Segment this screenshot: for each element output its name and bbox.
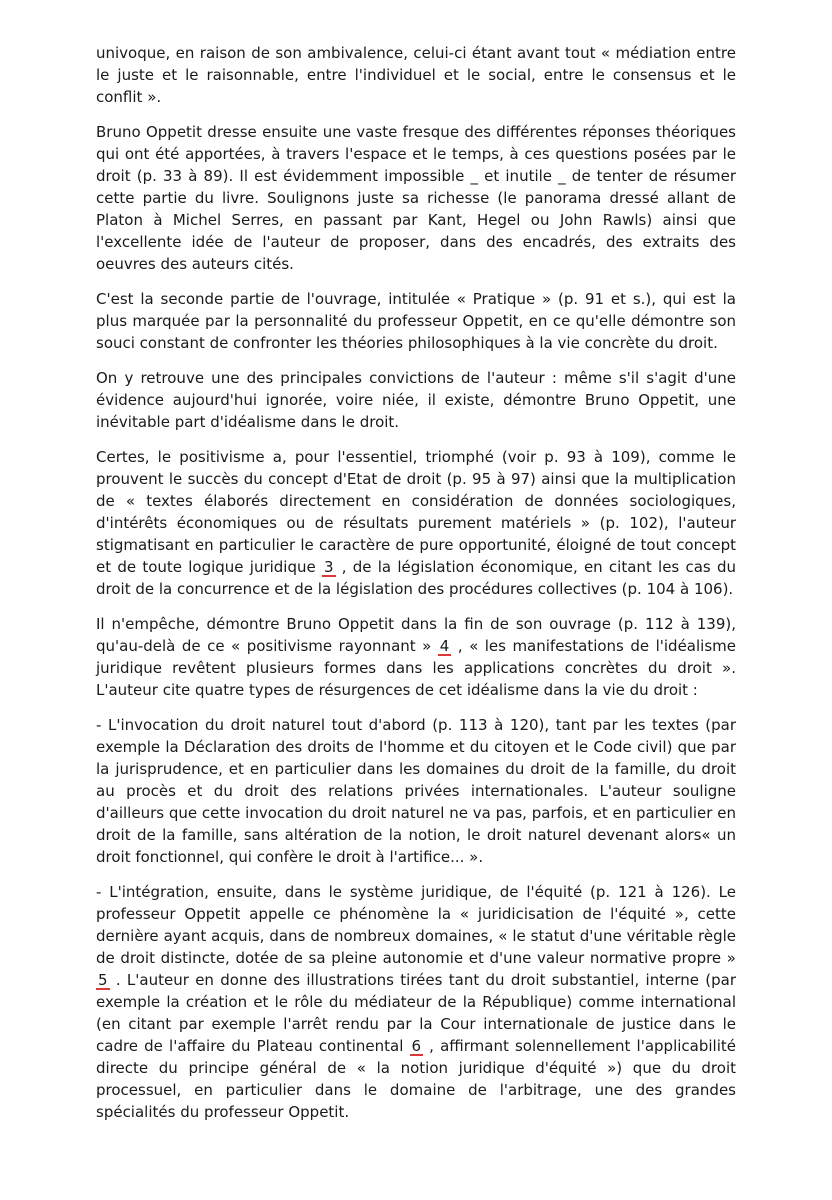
paragraph	[96, 446, 736, 600]
paragraph	[96, 367, 736, 433]
paragraph	[96, 714, 736, 868]
footnote-reference[interactable]: 4	[439, 637, 450, 655]
paragraph-text: - L'invocation du droit naturel tout d'abord (p. 113 à 120), tant par les textes (par exemple la Déclaration des droits de l'homme et du citoyen et le Code civil) que par la jurisprudence, et en particulier dans les domaines du droit de la famille, du droit au procès et du droit des relations privées internationales. L'auteur souligne d'ailleurs que cette invocation du droit naturel ne va pas, parfois, et en particulier en droit de la famille, sans altération de la notion, le droit naturel devenant alors« un droit fonctionnel, qui confère le droit à l'artifice... ».	[96, 716, 736, 866]
paragraph-text: , affirmant solennellement l'applicabilité directe du principe général de « la notion juridique d'équité ») que du droit processuel, en particulier dans le domaine de l'arbitrage, une des grandes spécialités du professeur Oppetit.	[96, 1037, 736, 1121]
paragraph-text: , de la législation économique, en citant les cas du droit de la concurrence et de la législation des procédures collectives (p. 104 à 106).	[96, 558, 736, 598]
footnote-reference[interactable]: 3	[323, 558, 334, 576]
paragraph	[96, 881, 736, 1123]
paragraph-text: univoque, en raison de son ambivalence, celui-ci étant avant tout « médiation entre le juste et le raisonnable, entre l'individuel et le social, entre le consensus et le conflit ».	[96, 44, 736, 106]
paragraph-text: . L'auteur en donne des illustrations tirées tant du droit substantiel, interne (par exemple la création et le rôle du médiateur de la République) comme international (en citant par exemple l'arrêt rendu par la Cour internationale de justice dans le cadre de l'affaire du Plateau continental	[96, 971, 736, 1055]
paragraph-text: - L'intégration, ensuite, dans le système juridique, de l'équité (p. 121 à 126). Le professeur Oppetit appelle ce phénomène la « juridicisation de l'équité », cette dernière ayant acquis, dans de nombreux domaines, « le statut d'une véritable règle de droit distincte, dotée de sa pleine autonomie et d'une valeur normative propre »	[96, 883, 736, 967]
paragraph	[96, 613, 736, 701]
paragraph	[96, 42, 736, 108]
paragraph	[96, 288, 736, 354]
paragraph-text: , « les manifestations de l'idéalisme juridique revêtent plusieurs formes dans les applications concrètes du droit ». L'auteur cite quatre types de résurgences de cet idéalisme dans la vie du droit :	[96, 637, 736, 699]
document-body	[96, 42, 736, 1123]
paragraph	[96, 121, 736, 275]
footnote-reference[interactable]: 5	[98, 971, 108, 989]
paragraph-text: Bruno Oppetit dresse ensuite une vaste fresque des différentes réponses théoriques qui ont été apportées, à travers l'espace et le temps, à ces questions posées par le droit (p. 33 à 89). Il est évidemment impossible _ et inutile _ de tenter de résumer cette partie du livre. Soulignons juste sa richesse (le panorama dressé allant de Platon à Michel Serres, en passant par Kant, Hegel ou John Rawls) ainsi que l'excellente idée de l'auteur de proposer, dans des encadrés, des extraits des oeuvres des auteurs cités.	[96, 123, 736, 273]
paragraph-text: On y retrouve une des principales convictions de l'auteur : même s'il s'agit d'une évidence aujourd'hui ignorée, voire niée, il existe, démontre Bruno Oppetit, une inévitable part d'idéalisme dans le droit.	[96, 369, 736, 431]
paragraph-text: Il n'empêche, démontre Bruno Oppetit dans la fin de son ouvrage (p. 112 à 139), qu'au-delà de ce « positivisme rayonnant »	[96, 615, 736, 655]
paragraph-text: C'est la seconde partie de l'ouvrage, intitulée « Pratique » (p. 91 et s.), qui est la plus marquée par la personnalité du professeur Oppetit, en ce qu'elle démontre son souci constant de confronter les théories philosophiques à la vie concrète du droit.	[96, 290, 736, 352]
paragraph-text: Certes, le positivisme a, pour l'essentiel, triomphé (voir p. 93 à 109), comme le prouvent le succès du concept d'Etat de droit (p. 95 à 97) ainsi que la multiplication de « textes élaborés directement en considération de données sociologiques, d'intérêts économiques ou de résultats purement matériels » (p. 102), l'auteur stigmatisant en particulier le caractère de pure opportunité, éloigné de tout concept et de toute logique juridique	[96, 448, 736, 576]
footnote-reference[interactable]: 6	[411, 1037, 422, 1055]
